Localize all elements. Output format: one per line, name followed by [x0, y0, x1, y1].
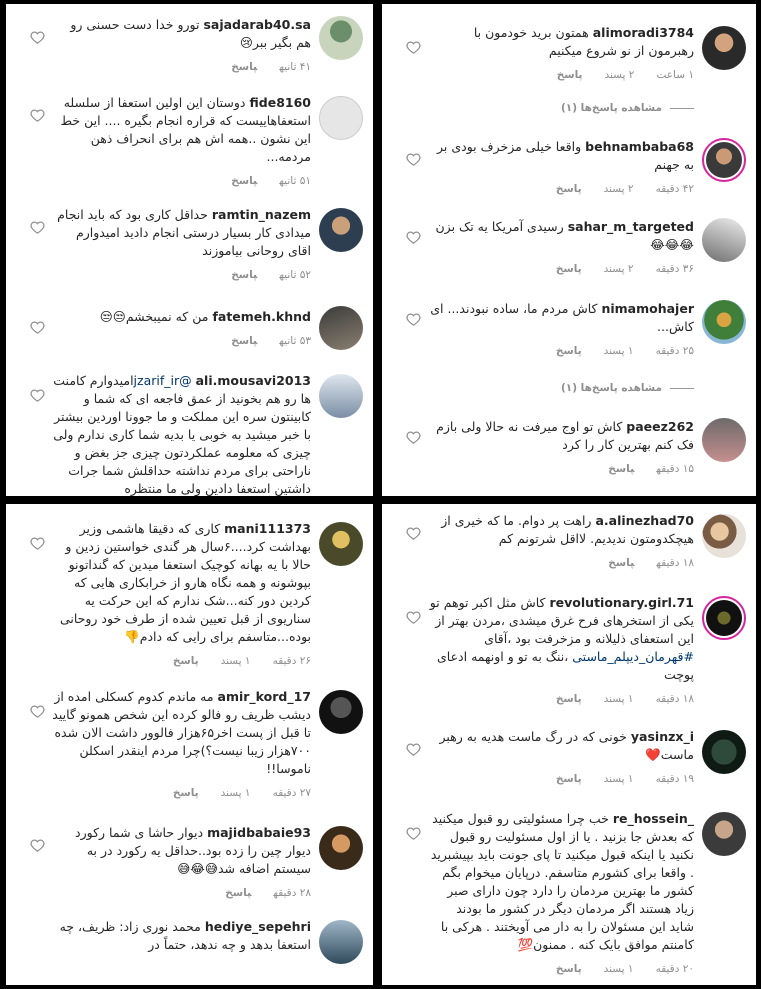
avatar[interactable] [319, 306, 363, 350]
comment-time: ۱۹ دقیقه [655, 773, 694, 785]
comment-username[interactable]: paeez262 [626, 419, 694, 434]
heart-icon[interactable] [406, 610, 421, 625]
comment-text: امیدوارم کامنت ها رو هم بخونید از عمق فاجعه ای که شما و کابینتون سره این مملکت و ما جوونا اوردین بیشتر با خبر میشید به خوبی یا بدیه شما کاری ندارم ولی چیزی که معلومه عملکردتون چیزی جز بغض و ناراحتی برای مردم نداشته حداقلش شما جرات داشتین استعفا دادین ولی ما منتظره [53, 373, 311, 496]
avatar[interactable] [702, 218, 746, 262]
comment-username[interactable]: behnambaba68 [585, 139, 694, 154]
panel-bottom-left [6, 504, 373, 985]
comment-likes[interactable]: ۱ پسند [603, 773, 634, 785]
reply-button[interactable]: پاسخ [555, 693, 582, 705]
avatar[interactable] [319, 826, 363, 870]
comment-time: ۵۱ ثانیه [279, 175, 311, 187]
avatar[interactable] [319, 522, 363, 566]
comment-username[interactable]: hediye_sepehri [204, 919, 311, 934]
comment-text: من که نمیبخشم😒😒 [99, 309, 209, 324]
comment-text: دوستان این اولین استعفا از سلسله استعفاهاییست که قراره انجام بگیره .... این خط این نشون ..همه اش هم برای انحراف ذهن مردمه... [60, 95, 311, 164]
comment-text: راهت پر دوام. ما که خیری از هیچکدومتون ندیدیم. لااقل شرتونم کم [441, 513, 694, 546]
comment-username[interactable]: mani111373 [224, 521, 311, 536]
comment-time: ۱۸ دقیقه [656, 557, 694, 569]
panel-top-left [6, 4, 373, 496]
comment-username[interactable]: sajadarab40.sa [203, 17, 311, 32]
comment-text: خونی که در رگ ماست هدیه به رهبر ماست❤️ [439, 729, 694, 762]
comment-text: رسیدی آمریکا یه تک بزن 😂😂😂 [435, 219, 694, 252]
comment-username[interactable]: a.alinezhad70 [595, 513, 694, 528]
comment-time: ۱۸ دقیقه [655, 693, 694, 705]
comment-username[interactable]: majidbabaie93 [207, 825, 311, 840]
comment-likes[interactable]: ۲ پسند [603, 183, 634, 195]
comment-likes[interactable]: ۱ پسند [603, 693, 634, 705]
comment-likes[interactable]: ۱ پسند [220, 655, 251, 667]
avatar[interactable] [702, 514, 746, 558]
reply-button[interactable]: پاسخ [555, 183, 582, 195]
comment-username[interactable]: nimamohajer [601, 301, 694, 316]
comment-username[interactable]: re_hossein_ [612, 811, 694, 826]
reply-button[interactable]: پاسخ [231, 175, 258, 187]
heart-icon[interactable] [406, 826, 421, 841]
reply-button[interactable]: پاسخ [555, 773, 582, 785]
comment-username[interactable]: sahar_m_targeted [567, 219, 694, 234]
avatar[interactable] [702, 596, 746, 640]
comment-likes[interactable]: ۲ پسند [603, 263, 634, 275]
comment-text: حداقل کاری بود که باید انجام میدادی کار بسیار درستی انجام دادید امیدوارم اقای روحانی بیاموزند [57, 207, 311, 258]
view-replies-button[interactable]: مشاهده پاسخ‌ها (۱) [561, 102, 694, 114]
view-replies-button[interactable]: مشاهده پاسخ‌ها (۱) [561, 382, 694, 394]
comment-time: ۱۵ دقیقه [656, 463, 694, 475]
comment-time: ۲۶ دقیقه [272, 655, 311, 667]
avatar[interactable] [702, 730, 746, 774]
comment-text: مه ماندم کدوم کسکلی امده از دیشب ظریف رو فالو کرده این شخص همونو گایید تا قبل از پست اخر۶۵هزار فالوور داشت الان شده ۷۰۰هزار زیبا نیست؟)چرا مردم اینقدر اسکلن ناموسا!! [52, 689, 311, 776]
heart-icon[interactable] [406, 430, 421, 445]
reply-button[interactable]: پاسخ [608, 463, 635, 475]
comment-text: کاش مثل اکبر توهم تو یکی از استخرهای فرح غرق میشدی ،مردن بهتر از این استعفای ذلیلانه و مزخرفت بود ،آقای [429, 595, 694, 646]
comment-likes[interactable]: ۲ پسند [604, 69, 635, 81]
comment-text: دیوار حاشا ی شما رکورد دیوار چین را زده بود..حداقل یه رکورد در به سیستم اضافه شد😅😂😅 [75, 825, 311, 876]
heart-icon[interactable] [406, 230, 421, 245]
panel-bottom-right [382, 504, 756, 985]
reply-button[interactable]: پاسخ [231, 335, 258, 347]
heart-icon[interactable] [406, 40, 421, 55]
avatar[interactable] [319, 690, 363, 734]
comment-text: کاش تو اوج میرفت نه حالا ولی بازم فک کنم بهترین کار را کرد [436, 419, 694, 452]
avatar[interactable] [702, 138, 746, 182]
reply-button[interactable]: پاسخ [172, 655, 199, 667]
comment-username[interactable]: yasinzx_i [630, 729, 694, 744]
comment-text: خب چرا مسئولیتی رو قبول میکنید که بعدش جا بزنید . یا از اول مسئولیت رو قبول نکنید یا اینکه قبول میکنید تا پای جونت باید بپیشبرید . واقعا برای کشورم متاسفم. درپایان میخوام بگم کشور ما بهترین مردمان را دارد چون دارای صبر زیاد هستند اگر مردمان دیگر در کشور ما بودند شاید این مسئولان را به دار می آویختند . هرکی با کامنتم موافق بایک کنه . ممنون💯 [430, 811, 694, 952]
heart-icon[interactable] [30, 108, 45, 123]
comment-text: محمد نوری زاد: ظریف، چه استعفا بدهد و چه ندهد، حتماً در [59, 919, 311, 952]
heart-icon[interactable] [30, 838, 45, 853]
comment-text: واقعا خیلی مزخرف بودی بر به جهنم [437, 139, 694, 172]
reply-button[interactable]: پاسخ [608, 557, 635, 569]
comment-time: ۲۵ دقیقه [655, 345, 694, 357]
heart-icon[interactable] [406, 742, 421, 757]
comment-username[interactable]: fatemeh.khnd [212, 309, 311, 324]
comment-likes[interactable]: ۱ پسند [220, 787, 251, 799]
comment-text: همتون برید خودمون با رهبرمون از نو شروع میکنیم [473, 25, 694, 58]
comment-text: کاش مردم ما، ساده نبودند... ای کاش... [430, 301, 694, 334]
reply-button[interactable]: پاسخ [556, 69, 583, 81]
heart-icon[interactable] [30, 30, 45, 45]
comment-time: ۴۱ ثانیه [279, 61, 311, 73]
heart-icon[interactable] [406, 312, 421, 327]
comment-time: ۳۶ دقیقه [655, 263, 694, 275]
comment-username[interactable]: fide8160 [249, 95, 311, 110]
comment-time: ۱ ساعت [656, 69, 694, 81]
comment-username[interactable]: ali.mousavi2013 [195, 373, 311, 388]
comment-likes[interactable]: ۱ پسند [603, 963, 634, 975]
avatar[interactable] [702, 418, 746, 462]
comment-username[interactable]: amir_kord_17 [217, 689, 311, 704]
comment-mention[interactable]: @jzarif_ir [133, 373, 192, 388]
comment-username[interactable]: ramtin_nazem [211, 207, 311, 222]
comment-hashtag[interactable]: #قهرمان_دیپلم_ماستی [572, 649, 694, 664]
heart-icon[interactable] [30, 320, 45, 335]
heart-icon[interactable] [406, 152, 421, 167]
avatar[interactable] [702, 812, 746, 856]
comment-text: ،ننگ به تو و اونهمه ادعای پوچت [437, 649, 694, 682]
comment-time: ۲۷ دقیقه [272, 787, 311, 799]
panel-top-right [382, 4, 756, 496]
heart-icon[interactable] [30, 388, 45, 403]
reply-button[interactable]: پاسخ [231, 269, 258, 281]
heart-icon[interactable] [30, 536, 45, 551]
avatar[interactable] [702, 26, 746, 70]
avatar[interactable] [702, 300, 746, 344]
avatar[interactable] [319, 208, 363, 252]
avatar[interactable] [319, 374, 363, 418]
reply-button[interactable]: پاسخ [231, 61, 258, 73]
reply-button[interactable]: پاسخ [555, 345, 582, 357]
avatar[interactable] [319, 16, 363, 60]
avatar[interactable] [319, 920, 363, 964]
comment-time: ۵۲ ثانیه [279, 269, 311, 281]
reply-button[interactable]: پاسخ [555, 963, 582, 975]
comment-time: ۲۸ دقیقه [273, 887, 311, 899]
comment-likes[interactable]: ۱ پسند [603, 345, 634, 357]
heart-icon[interactable] [30, 220, 45, 235]
heart-icon[interactable] [406, 526, 421, 541]
comment-text: کاری که دقیقا هاشمی وزیر بهداشت کرد....۶سال هر گندی خواستین زدین و حالا با یه بهانه کوچیک استعفا میدین که گنداتونو بپوشونه و همه نگاه هارو از خرابکاری هایی که کردین دور کنه...شک ندارم که این حرکت یه سناریوی از قبل تعیین شده از طرف خود روحانی بوده...متاسفم برای رایی که دادم👎 [59, 521, 311, 644]
comment-username[interactable]: alimoradi3784 [592, 25, 694, 40]
heart-icon[interactable] [30, 704, 45, 719]
reply-button[interactable]: پاسخ [172, 787, 199, 799]
comment-time: ۲۰ دقیقه [655, 963, 694, 975]
comment-username[interactable]: revolutionary.girl.71 [549, 595, 694, 610]
reply-button[interactable]: پاسخ [555, 263, 582, 275]
comment-time: ۴۲ دقیقه [655, 183, 694, 195]
avatar[interactable] [319, 96, 363, 140]
comment-time: ۵۳ ثانیه [279, 335, 311, 347]
reply-button[interactable]: پاسخ [225, 887, 252, 899]
comment-text: تورو خدا دست حسنی رو هم بگیر ببر😢 [70, 17, 311, 50]
